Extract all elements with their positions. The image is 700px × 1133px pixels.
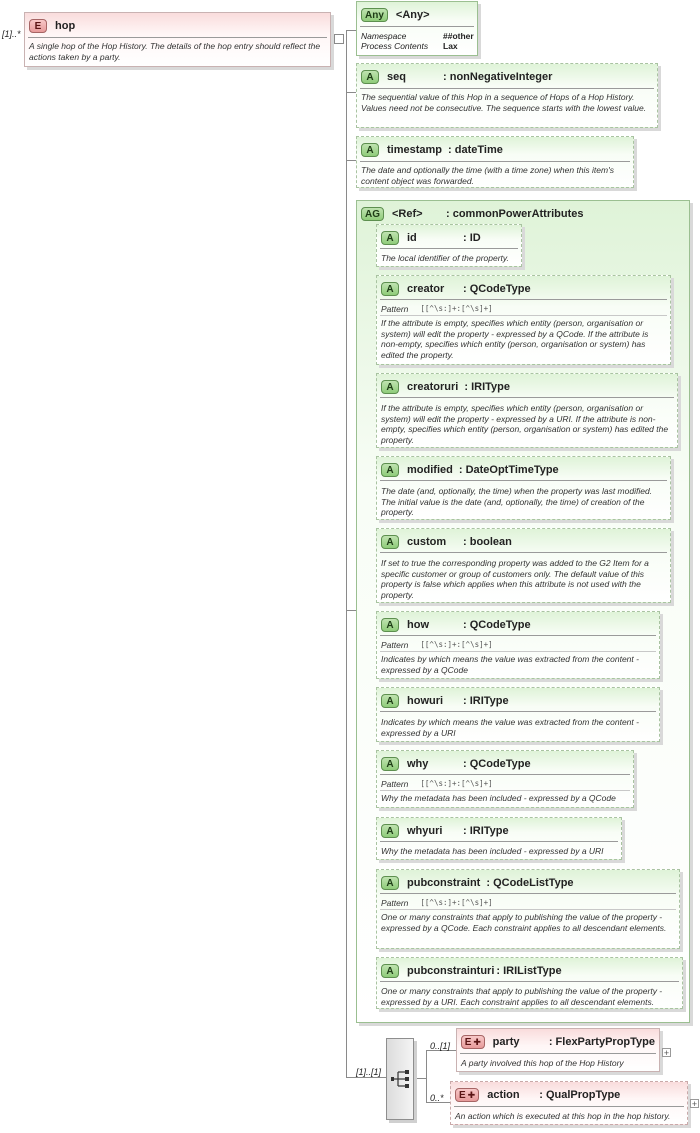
action-description: An action which is executed at this hop in the hop history. [455,1111,671,1121]
seq-type: : nonNegativeInteger [443,71,553,83]
pubconstraint-attribute[interactable] [376,869,680,949]
timestamp-attribute[interactable] [356,136,634,188]
attribute-badge: A [381,618,399,632]
whyuri-description: Why the metadata has been included - expressed by a URI [381,846,604,856]
attribute-badge: A [381,757,399,771]
action-element[interactable] [450,1081,688,1125]
custom-type: : boolean [463,536,512,548]
timestamp-description: The date and optionally the time (with a time zone) when this item's content object was forwarded. [361,165,614,186]
sequence-multiplicity: [1]..[1] [356,1067,382,1077]
any-wildcard[interactable] [356,1,478,56]
timestamp-name: timestamp [387,144,443,156]
hop-element[interactable] [24,12,331,67]
any-badge: Any [361,8,388,22]
creatoruri-name: creatoruri [407,381,459,393]
action-type: : QualPropType [539,1089,621,1101]
connector-line [346,30,356,31]
hop-name: hop [55,20,76,32]
modified-attribute[interactable] [376,456,671,520]
connector-line [346,160,356,161]
why-description: Why the metadata has been included - expressed by a QCode [381,793,616,803]
connector-line [346,1077,386,1078]
pattern-label: Pattern [381,640,409,650]
pubconstraint-type: : QCodeListType [486,877,574,889]
creatoruri-type: : IRIType [464,381,510,393]
modified-type: : DateOptTimeType [458,464,559,476]
seq-description: The sequential value of this Hop in a sequence of Hops of a Hop History. Values need not be consecutive. The sequence starts with the lowest value. [361,92,647,113]
creator-type: : QCodeType [463,283,531,295]
pattern-value: [[^\s:]+:[^\s]+] [420,640,493,649]
id-name: id [407,232,417,244]
howuri-description: Indicates by which means the value was extracted from the content - expressed by a URI [381,717,639,738]
custom-attribute[interactable] [376,528,671,603]
attribute-badge: A [381,282,399,296]
pubconstrainturi-type: : IRIListType [496,965,562,977]
pattern-value: [[^\s:]+:[^\s]+] [420,304,493,313]
attribute-badge: A [361,70,379,84]
party-element[interactable] [456,1028,660,1072]
party-multiplicity: 0..[1] [430,1041,451,1051]
pubconstrainturi-attribute[interactable] [376,957,683,1009]
connector-line [426,1050,427,1102]
creatoruri-description: If the attribute is empty, specifies which entity (person, organisation or system) will edit the property - expressed by a URI. If the attribute is non-empty, specifies which entity (person, organisation or system) has edited the property. [381,403,669,445]
attribute-group-badge: AG [361,207,384,221]
how-name: how [407,619,429,631]
action-multiplicity: 0..* [430,1093,444,1103]
attribute-badge: A [381,876,399,890]
attribute-badge: A [361,143,379,157]
sequence-compositor[interactable] [386,1038,414,1120]
creatoruri-attribute[interactable] [376,373,678,448]
element-badge: E ✚ [461,1035,485,1049]
element-badge: E [29,19,47,33]
pattern-label: Pattern [381,898,409,908]
expand-party-button[interactable]: + [663,1048,670,1058]
connector-line [346,92,356,93]
pattern-value: [[^\s:]+:[^\s]+] [420,898,493,907]
attribute-badge: A [381,380,399,394]
process-contents-label: Process Contents [361,41,429,51]
element-badge: E ✚ [455,1088,479,1102]
namespace-value: ##other [443,31,474,41]
children-icon: ✚ [473,1036,481,1047]
whyuri-type: : IRIType [463,825,509,837]
whyuri-attribute[interactable] [376,817,622,860]
seq-name: seq [387,71,406,83]
pubconstrainturi-name: pubconstrainturi [407,965,495,977]
timestamp-type: : dateTime [448,144,503,156]
children-icon: ✚ [467,1089,476,1100]
creator-attribute[interactable] [376,275,671,365]
any-name: <Any> [395,9,430,21]
why-attribute[interactable] [376,750,634,808]
creator-name: creator [407,283,445,295]
hop-description: A single hop of the Hop History. The details of the hop entry should reflect the actions taken by a party. [29,41,321,62]
pubconstrainturi-description: One or many constraints that apply to publishing the value of the property - expressed by a URI. Each constraint applies to all descendant elements. [381,986,663,1007]
whyuri-name: whyuri [407,825,443,837]
namespace-label: Namespace [361,31,407,41]
attribute-group-connector [334,34,344,44]
party-type: : FlexPartyPropType [548,1036,655,1048]
process-contents-value: Lax [443,41,458,51]
connector-line [346,610,356,611]
howuri-name: howuri [407,695,444,707]
pattern-label: Pattern [381,779,409,789]
connector-line [414,1078,426,1079]
howuri-type: : IRIType [463,695,509,707]
custom-description: If set to true the corresponding property was added to the G2 Item for a specific customer or group of customers only. The default value of this property is false which applies when this attribute is not used with the property. [381,558,649,600]
attribute-badge: A [381,231,399,245]
id-type: : ID [463,232,481,244]
pubconstraint-name: pubconstraint [407,877,481,889]
id-description: The local identifier of the property. [381,253,509,263]
attribute-badge: A [381,694,399,708]
how-attribute[interactable] [376,611,660,679]
howuri-attribute[interactable] [376,687,660,742]
why-name: why [407,758,429,770]
group-ref: <Ref> [392,208,423,220]
pattern-value: [[^\s:]+:[^\s]+] [420,779,493,788]
attribute-badge: A [381,824,399,838]
hop-multiplicity: [1]..* [2,29,21,39]
custom-name: custom [407,536,447,548]
creator-description: If the attribute is empty, specifies which entity (person, organisation or system) will edit the property - expressed by a QCode. If the attribute is non-empty, specifies which entity (person, organisation or system) has edited the property. [381,318,649,360]
how-type: : QCodeType [463,619,531,631]
why-type: : QCodeType [463,758,531,770]
sequence-icon [387,1039,413,1119]
expand-action-button[interactable]: + [691,1099,698,1109]
attribute-badge: A [381,463,399,477]
modified-description: The date (and, optionally, the time) when the property was last modified. The initial value is the date (and, optionally, the time) of creation of the property. [381,486,653,517]
id-attribute[interactable] [376,224,522,267]
seq-attribute[interactable] [356,63,658,128]
party-description: A party involved this hop of the Hop History [461,1058,624,1068]
attribute-badge: A [381,535,399,549]
attribute-badge: A [381,964,399,978]
group-type: : commonPowerAttributes [446,208,584,220]
how-description: Indicates by which means the value was extracted from the content - expressed by a QCode [381,654,639,675]
connector-line [346,30,347,1078]
pattern-label: Pattern [381,304,409,314]
modified-name: modified [407,464,453,476]
party-name: party [492,1036,520,1048]
pubconstraint-description: One or many constraints that apply to publishing the value of the property - expressed by a QCode. Each constraint applies to all descendant elements. [381,912,667,933]
action-name: action [487,1089,520,1101]
